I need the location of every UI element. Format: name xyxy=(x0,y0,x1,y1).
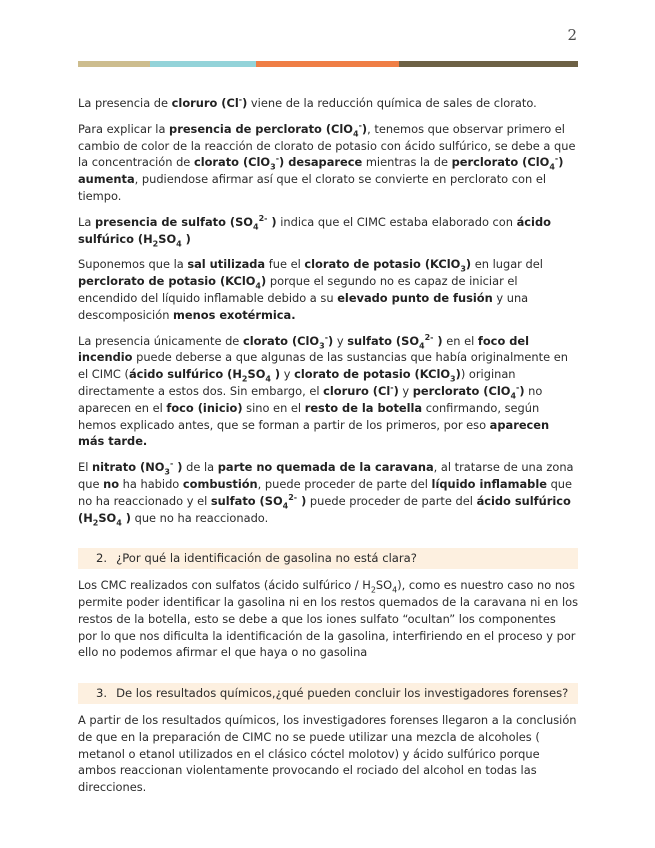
superscript: - xyxy=(169,459,174,469)
text-run: , pudiendose afirmar así que el clorato se convierte en perclorato con el tiempo. xyxy=(78,172,547,203)
subscript: 2 xyxy=(370,585,376,595)
text-run: SO xyxy=(158,231,177,246)
paragraph xyxy=(78,95,578,112)
subscript: 3 xyxy=(270,162,276,172)
subscript: 4 xyxy=(176,238,182,248)
text-run: La xyxy=(78,214,95,229)
subscript: 3 xyxy=(450,374,456,384)
header-color-rule xyxy=(78,61,578,67)
text-run: en el xyxy=(442,333,478,348)
text-run: en lugar del xyxy=(471,257,543,272)
text-run: ) xyxy=(361,121,368,136)
text-run: Los CMC realizados con sulfatos (ácido sulfúrico / H xyxy=(78,578,371,593)
text-run: foco (inicio) xyxy=(166,400,243,415)
bold-text xyxy=(182,232,191,246)
text-run: ) xyxy=(455,367,461,382)
bold-text xyxy=(187,257,265,271)
subscript: 2 xyxy=(152,238,159,248)
text-run: ) xyxy=(328,333,334,348)
superscript: 2- xyxy=(258,213,268,223)
text-run: y xyxy=(398,383,413,398)
subscript: 2 xyxy=(241,374,248,384)
superscript: - xyxy=(358,121,362,130)
bold-text xyxy=(305,401,422,415)
bold-text xyxy=(267,215,276,229)
superscript: 2- xyxy=(288,492,298,502)
subscript: 4 xyxy=(255,281,261,291)
subscript: 3 xyxy=(460,264,466,274)
text-run: clorato de potasio (KClO xyxy=(304,257,461,272)
text-run: ) xyxy=(181,231,191,246)
text-run: sal utilizada xyxy=(187,257,266,272)
text-run: presencia de perclorato (ClO xyxy=(169,121,353,136)
text-run: resto de la botella xyxy=(304,400,423,415)
question-number: 3. xyxy=(96,686,108,701)
text-run: ) xyxy=(519,383,525,398)
subscript: 4 xyxy=(352,129,359,139)
paragraph xyxy=(78,459,578,526)
rule-segment-orange xyxy=(256,61,399,67)
text-run: , tenemos que observar primero el cambio de color de la reacción de clorato de potasio con ácido sulfúrico, se debe a que la concentración de xyxy=(78,121,576,170)
text-run: El xyxy=(78,460,92,475)
subscript: 4 xyxy=(282,501,289,511)
text-run: ) xyxy=(297,493,307,508)
subscript: 3 xyxy=(319,340,325,350)
bold-text xyxy=(304,257,460,271)
text-run: ) xyxy=(173,460,183,475)
text-run: ) xyxy=(121,510,131,525)
subscript: 3 xyxy=(164,467,170,477)
page-number: 2 xyxy=(567,26,577,44)
text-run: ácido sulfúrico (H xyxy=(78,493,571,525)
text-run: SO xyxy=(247,367,266,382)
bold-text xyxy=(347,334,419,348)
subscript: 2 xyxy=(92,517,99,527)
bold-text xyxy=(78,274,255,288)
text-run: porque el segundo no es capaz de iniciar el encendido del líquido inflamable debido a su xyxy=(78,274,518,305)
text-run: ) xyxy=(270,367,281,382)
subscript: 4 xyxy=(252,222,259,232)
bold-text xyxy=(103,477,119,491)
superscript: - xyxy=(516,383,520,393)
text-run: ácido sulfúrico (H xyxy=(128,367,242,382)
bold-text xyxy=(323,384,390,398)
superscript: - xyxy=(324,332,329,342)
text-run: foco del incendio xyxy=(78,333,530,365)
text-run: clorato (ClO xyxy=(242,333,320,348)
text-run: ) xyxy=(433,333,443,348)
bold-text xyxy=(294,367,450,381)
bold-text xyxy=(211,494,283,508)
text-run: y xyxy=(333,333,348,348)
bold-text xyxy=(194,155,270,169)
text-run: ) aumenta xyxy=(78,155,564,187)
text-run: sulfato (SO xyxy=(210,493,283,508)
text-run: fue el xyxy=(265,257,305,272)
text-run: Para explicar la xyxy=(78,121,170,136)
text-run: mientras la de xyxy=(362,155,452,170)
text-run: , puede proceder de parte del xyxy=(257,476,432,491)
paragraph xyxy=(78,121,578,205)
text-run: perclorato (ClO xyxy=(451,155,550,170)
subscript: 4 xyxy=(265,374,271,384)
text-run: sino en el xyxy=(242,400,305,415)
bold-text xyxy=(98,511,116,525)
text-run: no aparecen en el xyxy=(78,383,543,415)
superscript: - xyxy=(275,154,280,164)
text-run: viene de la reducción química de sales de clorato. xyxy=(247,96,537,110)
superscript: - xyxy=(554,154,559,164)
text-run: clorato de potasio (KClO xyxy=(294,367,451,382)
subscript: 4 xyxy=(116,517,122,527)
bold-text xyxy=(166,401,242,415)
bold-text xyxy=(243,334,319,348)
document-body xyxy=(78,95,578,805)
text-run: cloruro (Cl xyxy=(171,96,239,110)
text-run: no xyxy=(103,476,120,491)
text-run: ) desaparece xyxy=(279,155,363,170)
question-2-heading xyxy=(78,548,578,569)
text-run: presencia de sulfato (SO xyxy=(94,214,253,229)
text-run: ha habido xyxy=(119,476,183,491)
text-run: y xyxy=(280,367,295,382)
bold-text xyxy=(169,122,353,136)
chemistry-paragraphs xyxy=(78,95,578,526)
answer-2-paragraph xyxy=(78,577,578,661)
question-text: De los resultados químicos,¿qué pueden concluir los investigadores forenses? xyxy=(116,686,569,701)
bold-text xyxy=(129,367,242,381)
text-run: , al tratarse de una zona que xyxy=(78,460,574,491)
question-text: ¿Por qué la identificación de gasolina no está clara? xyxy=(116,551,417,566)
rule-segment-brown xyxy=(399,61,578,67)
text-run: líquido inflamable xyxy=(431,476,547,491)
text-run: que no ha reaccionado. xyxy=(130,510,269,525)
rule-segment-tan xyxy=(78,61,150,67)
bold-text xyxy=(173,308,296,322)
text-run: Suponemos que la xyxy=(78,257,188,272)
subscript: 4 xyxy=(419,340,425,350)
text-run: perclorato de potasio (KClO xyxy=(78,274,256,289)
paragraph xyxy=(78,333,578,451)
question-number: 2. xyxy=(96,551,108,566)
text-run: ) xyxy=(261,274,267,289)
bold-text xyxy=(433,334,442,348)
rule-segment-teal xyxy=(150,61,256,67)
text-run: combustión xyxy=(182,476,258,491)
text-run: SO xyxy=(375,578,393,593)
text-run: indica que el CIMC estaba elaborado con xyxy=(276,214,517,229)
text-run: sulfato (SO xyxy=(347,333,419,348)
text-run: ) xyxy=(465,257,472,272)
text-run: puede deberse a que algunas de las sustancias que había originalmente en el CIMC ( xyxy=(78,350,568,382)
bold-text xyxy=(271,367,280,381)
text-run: ) xyxy=(242,96,248,110)
superscript: - xyxy=(238,95,243,105)
text-run: ) originan directamente a estos dos. Sin embargo, el xyxy=(78,367,516,398)
text-run: ), como es nuestro caso no nos permite poder identificar la gasolina ni en los restos quemados de la caravana ni en los restos de la botella, esto se debe a que los iones sulfato “ocultan” los componentes por lo que nos dificulta la identificación de la gasolina, interfiriendo en el proceso y por ello no podemos afirmar el que haya o no gasolina xyxy=(78,578,579,660)
bold-text xyxy=(92,460,164,474)
bold-text xyxy=(413,384,511,398)
text-run: confirmando, según hemos explicado antes, que se forman a partir de los primeros, por eso xyxy=(78,400,540,432)
text-run: La presencia únicamente de xyxy=(78,333,243,348)
bold-text xyxy=(183,477,258,491)
text-run: y una descomposición xyxy=(78,290,529,322)
superscript: 2- xyxy=(424,332,434,342)
text-run: A partir de los resultados químicos, los investigadores forenses llegaron a la conclusión de que en la preparación de CIMC no se puede utilizar una mezcla de alcoholes ( metanol o etanol utilizados en el clásico cóctel molotov) y ácido sulfúrico porque ambos reaccionan violentamente provocando el rociado del alcohol en todas las direcciones. xyxy=(78,712,577,795)
bold-text xyxy=(297,494,306,508)
answer-3-paragraph xyxy=(78,712,578,796)
text-run: de la xyxy=(182,460,218,475)
bold-text xyxy=(432,477,547,491)
paragraph xyxy=(78,256,578,323)
bold-text xyxy=(337,291,493,305)
text-run: clorato (ClO xyxy=(193,155,271,170)
subscript: 4 xyxy=(549,162,555,172)
subscript: 4 xyxy=(510,391,517,401)
bold-text xyxy=(122,511,131,525)
paragraph xyxy=(78,214,578,248)
bold-text xyxy=(95,215,253,229)
question-3-heading xyxy=(78,683,578,704)
text-run: aparecen más tarde. xyxy=(78,417,550,449)
bold-text xyxy=(218,460,434,474)
text-run: puede proceder de parte del xyxy=(306,493,477,508)
text-run: ácido sulfúrico (H xyxy=(78,214,551,246)
superscript: - xyxy=(390,383,394,393)
bold-text xyxy=(452,155,550,169)
text-run: elevado punto de fusión xyxy=(337,290,493,305)
text-run: ) xyxy=(267,214,277,229)
text-run: perclorato (ClO xyxy=(412,383,511,398)
bold-text xyxy=(172,96,239,110)
bold-text xyxy=(247,367,265,381)
text-run: menos exotérmica. xyxy=(173,307,296,322)
text-run: parte no quemada de la caravana xyxy=(217,460,434,475)
text-run: ) xyxy=(393,383,399,398)
subscript: 4 xyxy=(392,585,398,595)
text-run: nitrato (NO xyxy=(91,460,165,475)
bold-text xyxy=(158,232,176,246)
text-run: cloruro (Cl xyxy=(323,383,391,398)
text-run: SO xyxy=(98,510,117,525)
text-run: La presencia de xyxy=(78,96,172,110)
bold-text xyxy=(279,155,362,169)
text-run: que no ha reaccionado y el xyxy=(78,476,573,508)
